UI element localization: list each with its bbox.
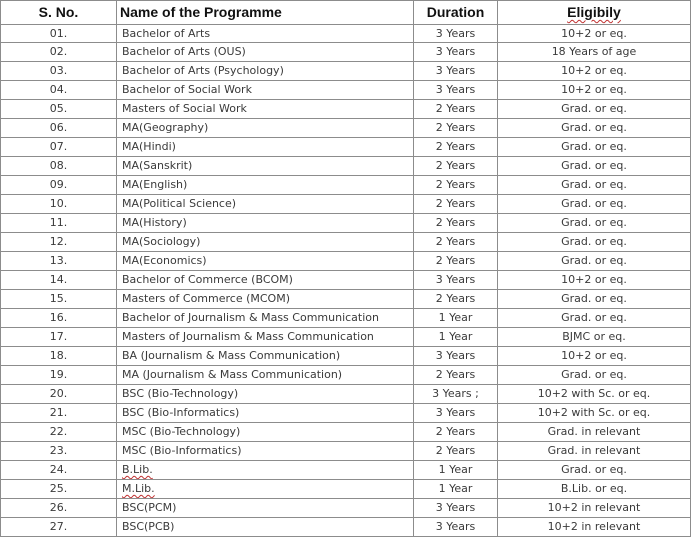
- cell-duration: 2 Years: [414, 100, 498, 119]
- cell-eligibility: Grad. in relevant: [498, 442, 691, 461]
- cell-duration: 2 Years: [414, 423, 498, 442]
- table-row: [1, 252, 691, 271]
- cell-sno: 14.: [1, 271, 117, 290]
- table-row: [1, 518, 691, 537]
- table-row: [1, 442, 691, 461]
- cell-programme-name: Masters of Social Work: [117, 100, 414, 119]
- cell-eligibility: Grad. or eq.: [498, 157, 691, 176]
- cell-eligibility: Grad. or eq.: [498, 100, 691, 119]
- cell-duration: 2 Years: [414, 233, 498, 252]
- cell-duration: 2 Years: [414, 138, 498, 157]
- table-row: [1, 100, 691, 119]
- table-row: [1, 62, 691, 81]
- cell-programme-name: Bachelor of Arts (OUS): [117, 43, 414, 62]
- cell-programme-name: Masters of Commerce (MCOM): [117, 290, 414, 309]
- cell-sno: 05.: [1, 100, 117, 119]
- cell-duration: 3 Years: [414, 62, 498, 81]
- cell-programme-name: BSC (Bio-Technology): [117, 385, 414, 404]
- cell-eligibility: 10+2 or eq.: [498, 81, 691, 100]
- cell-eligibility: Grad. or eq.: [498, 195, 691, 214]
- header-sno: S. No.: [1, 1, 117, 25]
- cell-programme-name: Bachelor of Social Work: [117, 81, 414, 100]
- table-row: [1, 43, 691, 62]
- cell-sno: 20.: [1, 385, 117, 404]
- table-row: [1, 290, 691, 309]
- cell-duration: 1 Year: [414, 461, 498, 480]
- cell-duration: 2 Years: [414, 366, 498, 385]
- cell-eligibility: Grad. or eq.: [498, 176, 691, 195]
- cell-programme-name: MA(Sanskrit): [117, 157, 414, 176]
- cell-eligibility: Grad. or eq.: [498, 119, 691, 138]
- cell-programme-name: MA(English): [117, 176, 414, 195]
- cell-programme-name: MA(Hindi): [117, 138, 414, 157]
- cell-duration: 3 Years ;: [414, 385, 498, 404]
- table-row: [1, 404, 691, 423]
- cell-programme-name: Bachelor of Commerce (BCOM): [117, 271, 414, 290]
- table-row: [1, 385, 691, 404]
- cell-programme-name: MA (Journalism & Mass Communication): [117, 366, 414, 385]
- cell-programme-name: BSC (Bio-Informatics): [117, 404, 414, 423]
- cell-programme-name: MA(History): [117, 214, 414, 233]
- cell-duration: 2 Years: [414, 252, 498, 271]
- header-duration: Duration: [414, 1, 498, 25]
- cell-eligibility: BJMC or eq.: [498, 328, 691, 347]
- cell-programme-name: MSC (Bio-Informatics): [117, 442, 414, 461]
- cell-sno: 08.: [1, 157, 117, 176]
- table-row: [1, 347, 691, 366]
- cell-sno: 24.: [1, 461, 117, 480]
- cell-sno: 23.: [1, 442, 117, 461]
- cell-sno: 11.: [1, 214, 117, 233]
- cell-duration: 2 Years: [414, 157, 498, 176]
- cell-programme-name: Bachelor of Arts: [117, 25, 414, 43]
- cell-sno: 02.: [1, 43, 117, 62]
- cell-duration: 3 Years: [414, 271, 498, 290]
- table-row: [1, 480, 691, 499]
- cell-sno: 09.: [1, 176, 117, 195]
- cell-sno: 26.: [1, 499, 117, 518]
- cell-programme-name: MA(Economics): [117, 252, 414, 271]
- cell-duration: 3 Years: [414, 404, 498, 423]
- table-row: [1, 328, 691, 347]
- cell-duration: 2 Years: [414, 290, 498, 309]
- table-row: [1, 195, 691, 214]
- cell-sno: 10.: [1, 195, 117, 214]
- cell-eligibility: Grad. in relevant: [498, 423, 691, 442]
- cell-eligibility: Grad. or eq.: [498, 233, 691, 252]
- cell-eligibility: 10+2 or eq.: [498, 25, 691, 43]
- cell-sno: 06.: [1, 119, 117, 138]
- cell-eligibility: Grad. or eq.: [498, 461, 691, 480]
- table-row: [1, 138, 691, 157]
- cell-sno: 22.: [1, 423, 117, 442]
- cell-duration: 1 Year: [414, 328, 498, 347]
- table-row: [1, 176, 691, 195]
- cell-sno: 27.: [1, 518, 117, 537]
- table-row: [1, 25, 691, 43]
- cell-programme-name: MA(Sociology): [117, 233, 414, 252]
- cell-eligibility: Grad. or eq.: [498, 214, 691, 233]
- table-row: [1, 214, 691, 233]
- cell-eligibility: 10+2 or eq.: [498, 347, 691, 366]
- cell-duration: 3 Years: [414, 347, 498, 366]
- table-row: [1, 309, 691, 328]
- table-row: [1, 423, 691, 442]
- cell-duration: 3 Years: [414, 25, 498, 43]
- table-row: [1, 499, 691, 518]
- table-row: [1, 271, 691, 290]
- header-eligibility: [498, 1, 691, 25]
- cell-duration: 2 Years: [414, 195, 498, 214]
- table-body: [1, 25, 691, 537]
- cell-programme-name: Bachelor of Arts (Psychology): [117, 62, 414, 81]
- table-row: [1, 81, 691, 100]
- cell-programme-name-text: M.Lib.: [122, 482, 155, 495]
- cell-sno: 04.: [1, 81, 117, 100]
- table-row: [1, 366, 691, 385]
- header-programme-name-text: Name of the Programme: [120, 4, 282, 20]
- cell-duration: 1 Year: [414, 309, 498, 328]
- cell-programme-name: [117, 480, 414, 499]
- cell-duration: 2 Years: [414, 442, 498, 461]
- cell-eligibility: Grad. or eq.: [498, 252, 691, 271]
- cell-programme-name: BSC(PCM): [117, 499, 414, 518]
- cell-eligibility: B.Lib. or eq.: [498, 480, 691, 499]
- cell-sno: 25.: [1, 480, 117, 499]
- cell-eligibility: 10+2 with Sc. or eq.: [498, 385, 691, 404]
- cell-sno: 17.: [1, 328, 117, 347]
- cell-programme-name: BA (Journalism & Mass Communication): [117, 347, 414, 366]
- cell-duration: 3 Years: [414, 81, 498, 100]
- cell-eligibility: 10+2 in relevant: [498, 499, 691, 518]
- cell-eligibility: Grad. or eq.: [498, 309, 691, 328]
- cell-eligibility: Grad. or eq.: [498, 138, 691, 157]
- cell-sno: 16.: [1, 309, 117, 328]
- cell-duration: 2 Years: [414, 214, 498, 233]
- cell-sno: 21.: [1, 404, 117, 423]
- cell-programme-name: MA(Political Science): [117, 195, 414, 214]
- cell-duration: 1 Year: [414, 480, 498, 499]
- cell-sno: 13.: [1, 252, 117, 271]
- cell-programme-name: [117, 461, 414, 480]
- header-eligibility-text: Eligibily: [567, 4, 621, 20]
- cell-sno: 07.: [1, 138, 117, 157]
- cell-programme-name: MSC (Bio-Technology): [117, 423, 414, 442]
- cell-programme-name: BSC(PCB): [117, 518, 414, 537]
- cell-duration: 3 Years: [414, 518, 498, 537]
- cell-programme-name: MA(Geography): [117, 119, 414, 138]
- cell-eligibility: 10+2 or eq.: [498, 62, 691, 81]
- cell-eligibility: 18 Years of age: [498, 43, 691, 62]
- cell-eligibility: Grad. or eq.: [498, 290, 691, 309]
- table-row: [1, 461, 691, 480]
- cell-sno: 03.: [1, 62, 117, 81]
- cell-eligibility: 10+2 or eq.: [498, 271, 691, 290]
- table-row: [1, 233, 691, 252]
- cell-eligibility: 10+2 in relevant: [498, 518, 691, 537]
- cell-sno: 01.: [1, 25, 117, 43]
- header-programme-name: [117, 1, 414, 25]
- table-row: [1, 157, 691, 176]
- header-row: [1, 1, 691, 25]
- cell-sno: 18.: [1, 347, 117, 366]
- cell-sno: 12.: [1, 233, 117, 252]
- cell-duration: 3 Years: [414, 43, 498, 62]
- cell-duration: 2 Years: [414, 176, 498, 195]
- cell-duration: 3 Years: [414, 499, 498, 518]
- table-header: [1, 1, 691, 25]
- cell-programme-name-text: B.Lib.: [122, 463, 153, 476]
- cell-eligibility: 10+2 with Sc. or eq.: [498, 404, 691, 423]
- cell-programme-name: Bachelor of Journalism & Mass Communication: [117, 309, 414, 328]
- cell-sno: 15.: [1, 290, 117, 309]
- cell-programme-name: Masters of Journalism & Mass Communication: [117, 328, 414, 347]
- cell-duration: 2 Years: [414, 119, 498, 138]
- cell-eligibility: Grad. or eq.: [498, 366, 691, 385]
- cell-sno: 19.: [1, 366, 117, 385]
- table-row: [1, 119, 691, 138]
